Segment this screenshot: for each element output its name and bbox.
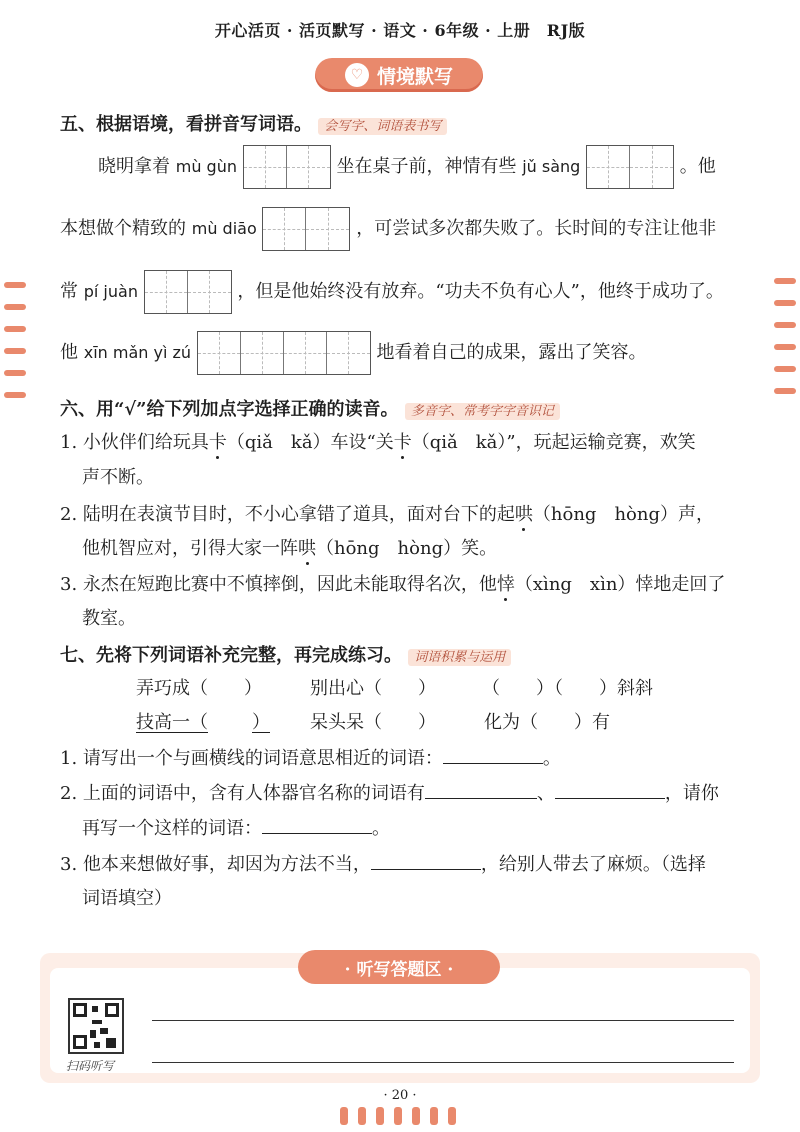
word-5[interactable]: 呆头呆（ ） [310,712,436,733]
pinyin: mù diāo [191,219,257,238]
answer-grid[interactable] [144,270,232,314]
section5-hint: 会写字、词语表书写 [318,118,447,135]
answer-line[interactable] [152,1020,734,1021]
left-side-tabs [4,282,26,414]
answer-blank[interactable] [443,745,543,764]
pinyin: xīn mǎn yì zú [83,343,192,362]
qr-caption: 扫码听写 [66,1059,115,1073]
answer-blank[interactable] [425,780,537,799]
heart-icon: ♡ [345,63,369,87]
dotted-char: 哄 [298,538,316,559]
section7-q2: 2. 上面的词语中，含有人体器官名称的词语有 、 ，请你 [60,780,719,807]
section7-hint: 词语积累与运用 [408,649,511,666]
section5-line2: 本想做个精致的 mù diāo ，可尝试多次都失败了。长时间的专注让他非 [60,207,716,251]
section6-q3-cont: 教室。 [82,608,136,629]
section-badge [315,58,483,92]
pinyin: pí juàn [83,282,138,301]
section7-q3-cont: 词语填空） [82,888,172,909]
dotted-char: 卡 [393,432,412,453]
page-header: 开心活页 · 活页默写 · 语文 · 6年级 · 上册 RJ版 [214,21,586,40]
word-1[interactable]: 弄巧成（ ） [136,678,262,699]
section7-q2-cont: 再写一个这样的词语： 。 [82,815,390,842]
right-side-tabs [774,278,796,410]
section5-title: 五、根据语境，看拼音写词语。 会写字、词语表书写 [60,110,447,136]
section6-hint: 多音字、常考字字音识记 [405,403,560,420]
dotted-char: 卡 [208,432,227,453]
dotted-char: 哄 [514,504,533,525]
bottom-tabs [340,1107,466,1129]
answer-grid[interactable] [586,145,674,189]
listening-area-title: · 听写答题区 · [298,950,500,984]
section7-title: 七、先将下列词语补充完整，再完成练习。 词语积累与运用 [60,641,511,667]
answer-grid[interactable] [197,331,371,375]
section6-q1-cont: 声不断。 [82,467,154,488]
section7-q3: 3. 他本来想做好事，却因为方法不当， ，给别人带去了麻烦。（选择 [60,851,706,878]
section6-q1: 1. 小伙伴们给玩具卡（qiǎ kǎ）车设“关卡（qiǎ kǎ）”，玩起运输竞赛，欢笑 [60,432,696,453]
pinyin: mù gùn [175,157,237,176]
section5-line4: 他 xīn mǎn yì zú 地看着自己的成果，露出了笑容。 [60,331,647,375]
section7-q1: 1. 请写出一个与画横线的词语意思相近的词语： 。 [60,745,561,772]
answer-grid[interactable] [262,207,350,251]
dotted-char: 悻 [496,574,515,595]
qr-code-icon[interactable] [68,998,124,1054]
word-4[interactable]: 技高一（ ） [136,712,270,733]
word-3[interactable]: （ ）（ ）斜斜 [482,678,653,699]
answer-grid[interactable] [243,145,331,189]
section6-q3: 3. 永杰在短跑比赛中不慎摔倒，因此未能取得名次，他悻（xìng xìn）悻地走回了 [60,574,726,595]
section6-title: 六、用“√”给下列加点字选择正确的读音。 多音字、常考字字音识记 [60,395,560,421]
page-number: · 20 · [383,1088,417,1103]
answer-blank[interactable] [371,851,481,870]
word-6[interactable]: 化为（ ）有 [484,712,610,733]
section6-q2: 2. 陆明在表演节目时，不小心拿错了道具，面对台下的起哄（hōng hòng）声， [60,504,714,525]
badge-label: 情境默写 [376,65,453,88]
section5-line3: 常 pí juàn ，但是他始终没有放弃。“功夫不负有心人”，他终于成功了。 [60,270,724,314]
word-2[interactable]: 别出心（ ） [310,678,436,699]
section5-line1: 晓明拿着 mù gùn 坐在桌子前，神情有些 jǔ sàng 。他 [98,145,716,189]
pinyin: jǔ sàng [522,157,581,176]
answer-blank[interactable] [262,815,372,834]
answer-line[interactable] [152,1062,734,1063]
answer-blank[interactable] [555,780,665,799]
section6-q2-cont: 他机智应对，引得大家一阵哄（hōng hòng）笑。 [82,538,498,559]
